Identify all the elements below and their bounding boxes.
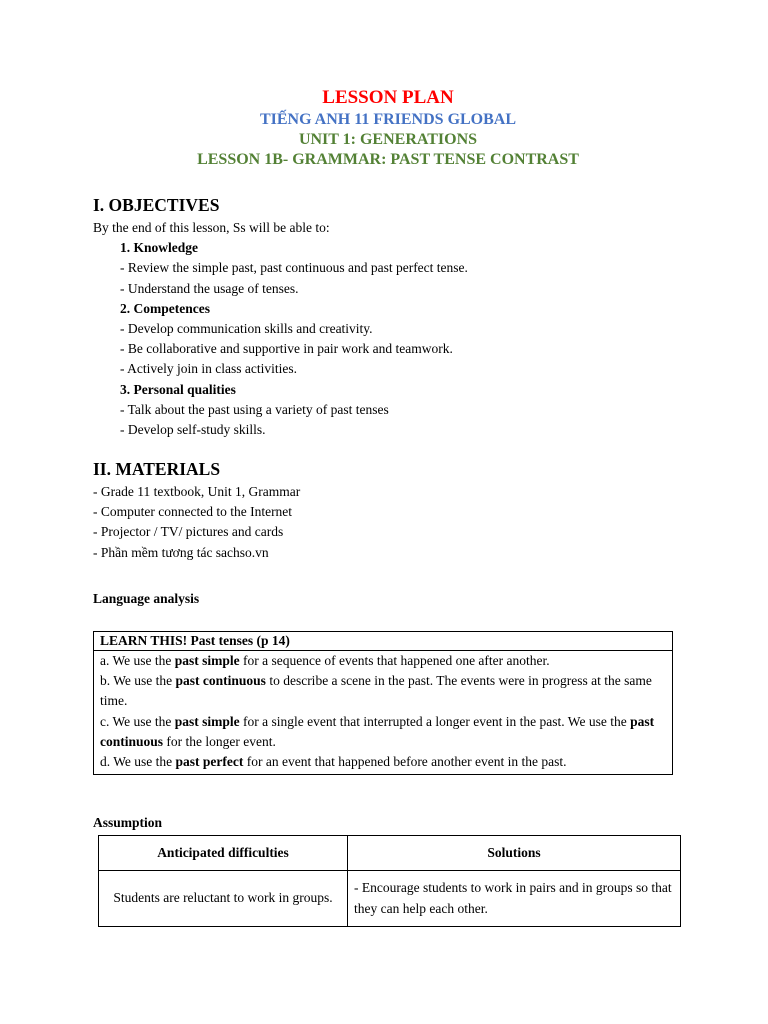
rule-c-tense: past simple [174, 713, 240, 729]
competences-item: - Develop communication skills and creativity. [120, 321, 373, 337]
rule-c-tense: past continuous [100, 713, 655, 749]
materials-item: - Projector / TV/ pictures and cards [93, 524, 284, 540]
rule-b-text: b. We use the [100, 673, 176, 689]
objectives-heading: I. OBJECTIVES [93, 195, 220, 215]
document-header [93, 86, 683, 170]
course-subtitle: TIẾNG ANH 11 FRIENDS GLOBAL [259, 111, 517, 128]
qualities-item: - Talk about the past using a variety of past tenses [120, 401, 389, 417]
rule-b [100, 671, 666, 711]
rule-c-text: c. We use the [100, 713, 175, 729]
materials-item: - Grade 11 textbook, Unit 1, Grammar [93, 484, 301, 499]
rule-d-text: d. We use the [100, 754, 176, 770]
table-header-row [99, 836, 681, 871]
knowledge-item: - Review the simple past, past continuous and past perfect tense. [120, 260, 468, 276]
knowledge-heading: 1. Knowledge [120, 240, 199, 256]
competences-item: - Be collaborative and supportive in pair work and teamwork. [120, 341, 453, 357]
learn-this-body [94, 651, 672, 774]
table-row [99, 871, 681, 927]
rule-b-text: to describe a scene in the past. The events were in progress at the same time. [100, 673, 652, 709]
qualities-heading: 3. Personal qualities [120, 381, 236, 397]
materials-item: - Computer connected to the Internet [93, 504, 293, 520]
competences-heading: 2. Competences [120, 300, 210, 316]
rule-b-tense: past continuous [175, 673, 266, 689]
assumption-heading: Assumption [93, 815, 163, 830]
column-header: Solutions [348, 836, 681, 871]
competences-item: - Actively join in class activities. [120, 361, 297, 377]
materials-item: - Phần mềm tương tác sachso.vn [93, 544, 269, 560]
document-title: LESSON PLAN [322, 87, 454, 108]
unit-title: UNIT 1: GENERATIONS [298, 131, 478, 148]
qualities-item: - Develop self-study skills. [120, 422, 266, 438]
rule-d-tense: past perfect [175, 754, 244, 770]
column-header: Anticipated difficulties [99, 836, 348, 871]
lesson-title: LESSON 1B- GRAMMAR: PAST TENSE CONTRAST [197, 151, 579, 168]
rule-a-text: for a sequence of events that happened one after another. [239, 653, 550, 668]
rule-a [100, 651, 666, 671]
knowledge-item: - Understand the usage of tenses. [120, 280, 299, 296]
materials-list [93, 482, 300, 563]
rule-c-text: for the longer event. [163, 733, 276, 749]
rule-d [100, 752, 666, 772]
rule-c-text: for a single event that interrupted a longer event in the past. We use the [239, 713, 631, 729]
objectives-intro: By the end of this lesson, Ss will be able to: [93, 220, 330, 235]
difficulty-cell: Students are reluctant to work in groups. [99, 871, 348, 927]
rule-a-text: a. We use the [100, 653, 175, 668]
rule-d-text: for an event that happened before another event in the past. [243, 754, 567, 770]
learn-this-box [93, 631, 673, 775]
learn-this-title: LEARN THIS! Past tenses (p 14) [94, 632, 672, 651]
materials-heading: II. MATERIALS [93, 459, 221, 479]
rule-a-tense: past simple [174, 653, 240, 668]
solution-cell: - Encourage students to work in pairs and in groups so that they can help each other. [348, 871, 681, 927]
objectives-section [93, 218, 468, 440]
rule-c [100, 712, 666, 752]
language-analysis-heading: Language analysis [93, 591, 200, 606]
assumption-table [98, 835, 681, 927]
